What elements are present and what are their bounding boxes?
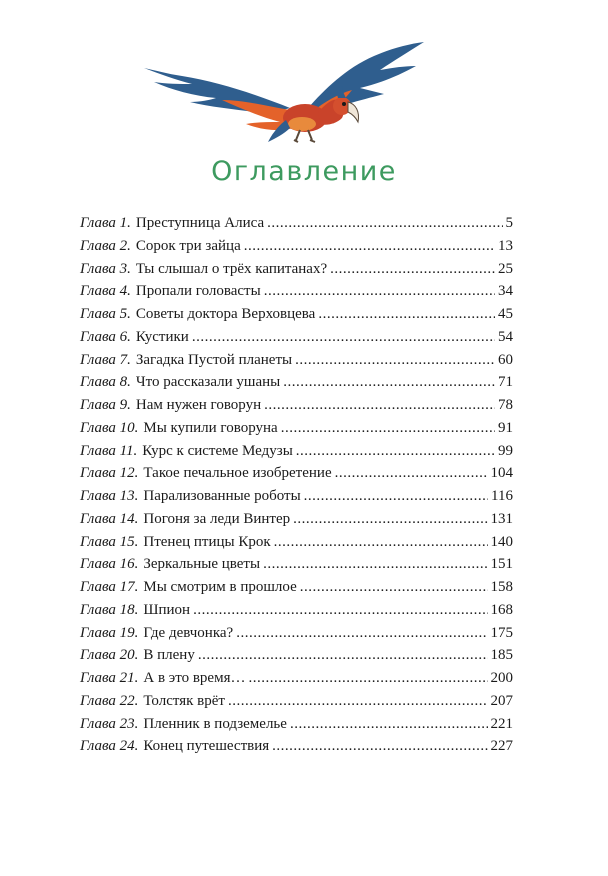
flying-bird-illustration [140,38,430,150]
dot-leader [228,690,488,713]
chapter-title: А в это время… [143,670,246,686]
page-number: 140 [490,533,513,550]
dot-leader [192,326,495,349]
page-number: 60 [498,351,513,368]
chapter-title: Кустики [135,328,189,345]
chapter-label: Глава 18. [80,601,139,618]
page-number: 25 [498,260,513,277]
chapter-title: Погоня за леди Винтер [143,510,291,527]
toc-entry [80,417,513,440]
dot-leader [330,258,495,281]
chapter-label: Глава 21. [80,670,139,686]
toc-entry [80,371,513,394]
chapter-label: Глава 7. [80,351,131,368]
chapter-label: Глава 13. [80,488,139,504]
dot-leader [304,485,488,508]
chapter-label: Глава 19. [80,624,139,641]
chapter-label: Глава 3. [80,260,131,277]
dot-leader [267,212,502,235]
page-number: 54 [498,328,513,345]
page-number: 104 [490,465,513,482]
dot-leader [335,462,488,485]
page-number: 221 [490,715,513,732]
toc-entry [80,735,513,758]
dot-leader [193,599,487,622]
chapter-title: Парализованные роботы [143,488,301,504]
page-number: 158 [490,579,513,595]
dot-leader [283,371,495,394]
page-number: 185 [490,647,513,664]
toc-entry [80,280,513,303]
toc-entry [80,235,513,258]
chapter-title: Шпион [143,601,191,618]
chapter-title: Птенец птицы Крок [143,533,271,550]
dot-leader [264,280,495,303]
dot-leader [274,531,488,554]
page-number: 200 [490,670,513,686]
chapter-title: Ты слышал о трёх капитанах? [135,260,328,277]
toc-entry [80,644,513,667]
chapter-label: Глава 22. [80,692,139,709]
toc-entry [80,440,513,463]
page-number: 99 [498,442,513,459]
chapter-title: Пропали головасты [135,283,261,300]
toc-entry [80,508,513,531]
bird-belly [288,117,316,131]
page-number: 45 [498,306,513,322]
chapter-label: Глава 20. [80,647,139,664]
toc-entry [80,485,513,508]
toc-entry [80,713,513,736]
dot-leader [296,440,495,463]
toc-entry [80,667,513,690]
chapter-label: Глава 12. [80,465,139,482]
bird-eye [342,102,346,106]
chapter-label: Глава 17. [80,579,139,595]
chapter-title: Толстяк врёт [143,692,225,709]
dot-leader [244,235,495,258]
table-of-contents [80,212,513,758]
chapter-title: Курс к системе Медузы [142,442,293,459]
chapter-title: Мы купили говоруна [143,419,278,436]
dot-leader [290,713,488,736]
toc-entry [80,212,513,235]
dot-leader [295,349,495,372]
page-number: 78 [498,397,513,413]
chapter-label: Глава 10. [80,419,139,436]
chapter-title: Зеркальные цветы [143,556,261,573]
page-number: 5 [505,215,513,231]
chapter-title: В плену [143,647,195,664]
chapter-label: Глава 24. [80,738,139,755]
page-number: 34 [498,283,513,300]
chapter-title: Конец путешествия [143,738,270,755]
flying-bird-icon [140,38,430,150]
chapter-label: Глава 9. [80,397,131,413]
page-number: 168 [490,601,513,618]
chapter-title: Мы смотрим в прошлое [143,579,297,595]
chapter-title: Загадка Пустой планеты [135,351,293,368]
bird-beak [348,102,359,122]
chapter-title: Преступница Алиса [135,215,265,231]
dot-leader [236,622,487,645]
chapter-title: Сорок три зайца [135,237,241,254]
toc-entry [80,690,513,713]
chapter-label: Глава 2. [80,237,131,254]
dot-leader [198,644,488,667]
toc-entry [80,622,513,645]
chapter-label: Глава 4. [80,283,131,300]
chapter-label: Глава 6. [80,328,131,345]
toc-entry [80,531,513,554]
chapter-label: Глава 23. [80,715,139,732]
page-number: 131 [490,510,513,527]
chapter-label: Глава 16. [80,556,139,573]
toc-entry [80,258,513,281]
chapter-label: Глава 15. [80,533,139,550]
page-number: 207 [490,692,513,709]
chapter-label: Глава 5. [80,306,131,322]
toc-entry [80,394,513,417]
page-title: Оглавление [211,156,397,187]
dot-leader [300,576,488,599]
chapter-title: Где девчонка? [143,624,234,641]
page-number: 151 [490,556,513,573]
chapter-label: Глава 1. [80,215,131,231]
chapter-title: Что рассказали ушаны [135,374,281,391]
chapter-title: Советы доктора Верховцева [135,306,316,322]
dot-leader [318,303,495,326]
chapter-title: Такое печальное изобретение [143,465,332,482]
dot-leader [263,553,487,576]
toc-entry [80,462,513,485]
toc-entry [80,553,513,576]
toc-entry [80,326,513,349]
page-number: 13 [498,237,513,254]
dot-leader [281,417,495,440]
chapter-title: Пленник в подземелье [143,715,287,732]
page-number: 91 [498,419,513,436]
page-number: 175 [490,624,513,641]
dot-leader [272,735,487,758]
toc-entry [80,576,513,599]
chapter-label: Глава 11. [80,442,138,459]
page-number: 227 [490,738,513,755]
dot-leader [248,667,487,690]
chapter-label: Глава 14. [80,510,139,527]
dot-leader [264,394,495,417]
toc-entry [80,349,513,372]
dot-leader [293,508,487,531]
chapter-label: Глава 8. [80,374,131,391]
page-number: 71 [498,374,513,391]
page-number: 116 [491,488,513,504]
toc-entry [80,599,513,622]
chapter-title: Нам нужен говорун [135,397,262,413]
toc-entry [80,303,513,326]
